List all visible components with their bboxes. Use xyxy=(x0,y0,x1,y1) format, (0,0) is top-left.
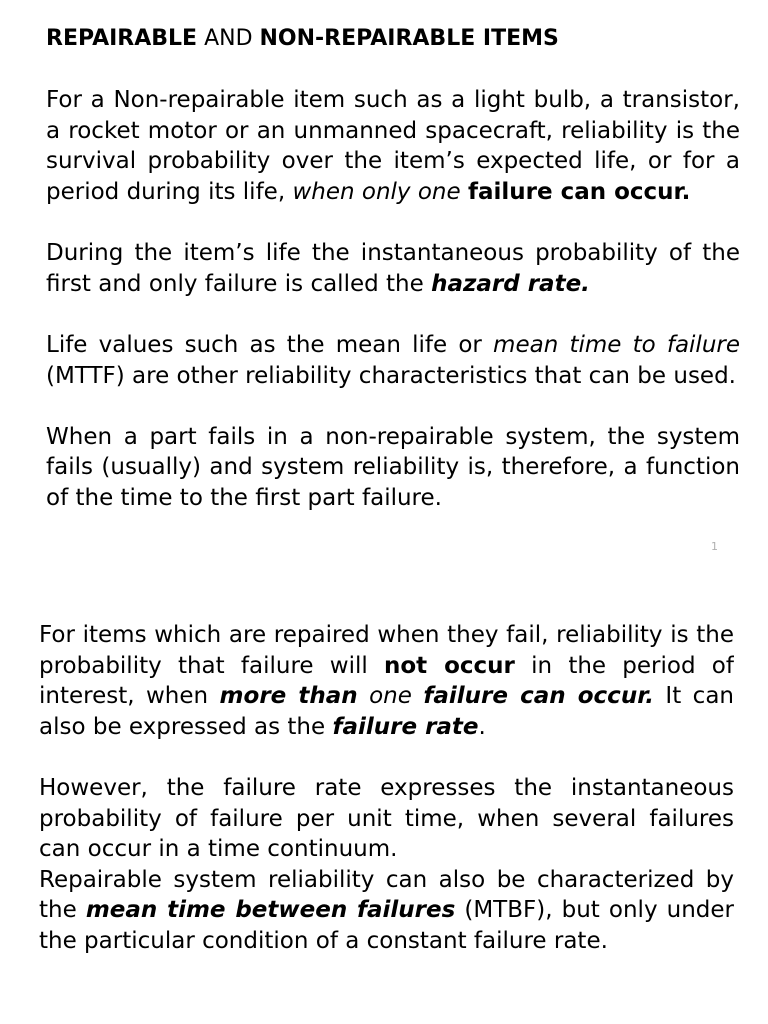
heading-part-non-repairable: NON-REPAIRABLE ITEMS xyxy=(259,26,559,51)
paragraph-text: However, the failure rate expresses the instantaneous probability of failure per unit time, when several failures can occur in a time continuum. xyxy=(39,774,734,863)
strong-emphasis-text: more than xyxy=(219,683,358,710)
emphasis-text: when only one xyxy=(292,178,461,205)
heading-part-repairable: REPAIRABLE xyxy=(46,26,198,51)
spacer-text xyxy=(412,683,423,709)
paragraph-hazard-rate xyxy=(46,238,740,299)
paragraph-text: When a part fails in a non-repairable system, the system fails (usually) and system reliability is, therefore, a function of the time to the first part failure. xyxy=(46,423,740,511)
emphasis-text: one xyxy=(369,683,412,710)
paragraph-repairable-definition xyxy=(39,620,734,742)
paragraph-text: Life values such as the mean life or xyxy=(46,331,494,358)
paragraph-text: in the period of interest, when xyxy=(39,652,734,710)
document-page-1 xyxy=(46,24,740,578)
page-title xyxy=(46,24,740,55)
paragraph-text: It can also be expressed as the xyxy=(39,683,734,740)
page-number: 1 xyxy=(711,540,718,553)
paragraph-mtbf xyxy=(39,865,734,957)
paragraph-text: During the item’s life the instantaneous probability of the first and only failure is called the xyxy=(46,240,740,297)
paragraph-text: (MTBF), but only under the particular condition of a constant failure rate. xyxy=(39,897,734,954)
paragraph-mttf xyxy=(46,330,740,391)
strong-emphasis-text: mean time between failures xyxy=(85,897,456,924)
paragraph-text: For items which are repaired when they fail, reliability is the probability that failure will xyxy=(39,622,734,679)
document-page-2 xyxy=(39,620,734,1024)
strong-text: not occur xyxy=(384,652,515,679)
heading-part-and: AND xyxy=(197,26,260,51)
paragraph-failure-rate xyxy=(39,773,734,865)
page-2-content xyxy=(39,620,734,1024)
paragraph-system-failure xyxy=(46,422,740,514)
strong-text: failure can occur. xyxy=(467,178,691,205)
page-1-content xyxy=(46,24,740,578)
paragraph-text: (MTTF) are other reliability characteristics that can be used. xyxy=(46,362,736,389)
paragraph-text: . xyxy=(478,713,486,740)
emphasis-text: mean time to failure xyxy=(493,331,740,358)
paragraph-text: Repairable system reliability can also be characterized by the xyxy=(39,866,734,924)
spacer-text xyxy=(358,683,369,709)
paragraph-non-repairable-definition xyxy=(46,85,740,207)
strong-emphasis-text: failure can occur. xyxy=(423,683,654,710)
paragraph-text: For a Non-repairable item such as a light bulb, a transistor, a rocket motor or an unmanned spacecraft, reliability is the survival probability over the item’s expected life, or for a period during its life, xyxy=(46,87,740,205)
strong-emphasis-text: hazard rate. xyxy=(431,270,590,297)
spacer-text xyxy=(461,179,468,205)
strong-emphasis-text: failure rate xyxy=(332,713,479,740)
